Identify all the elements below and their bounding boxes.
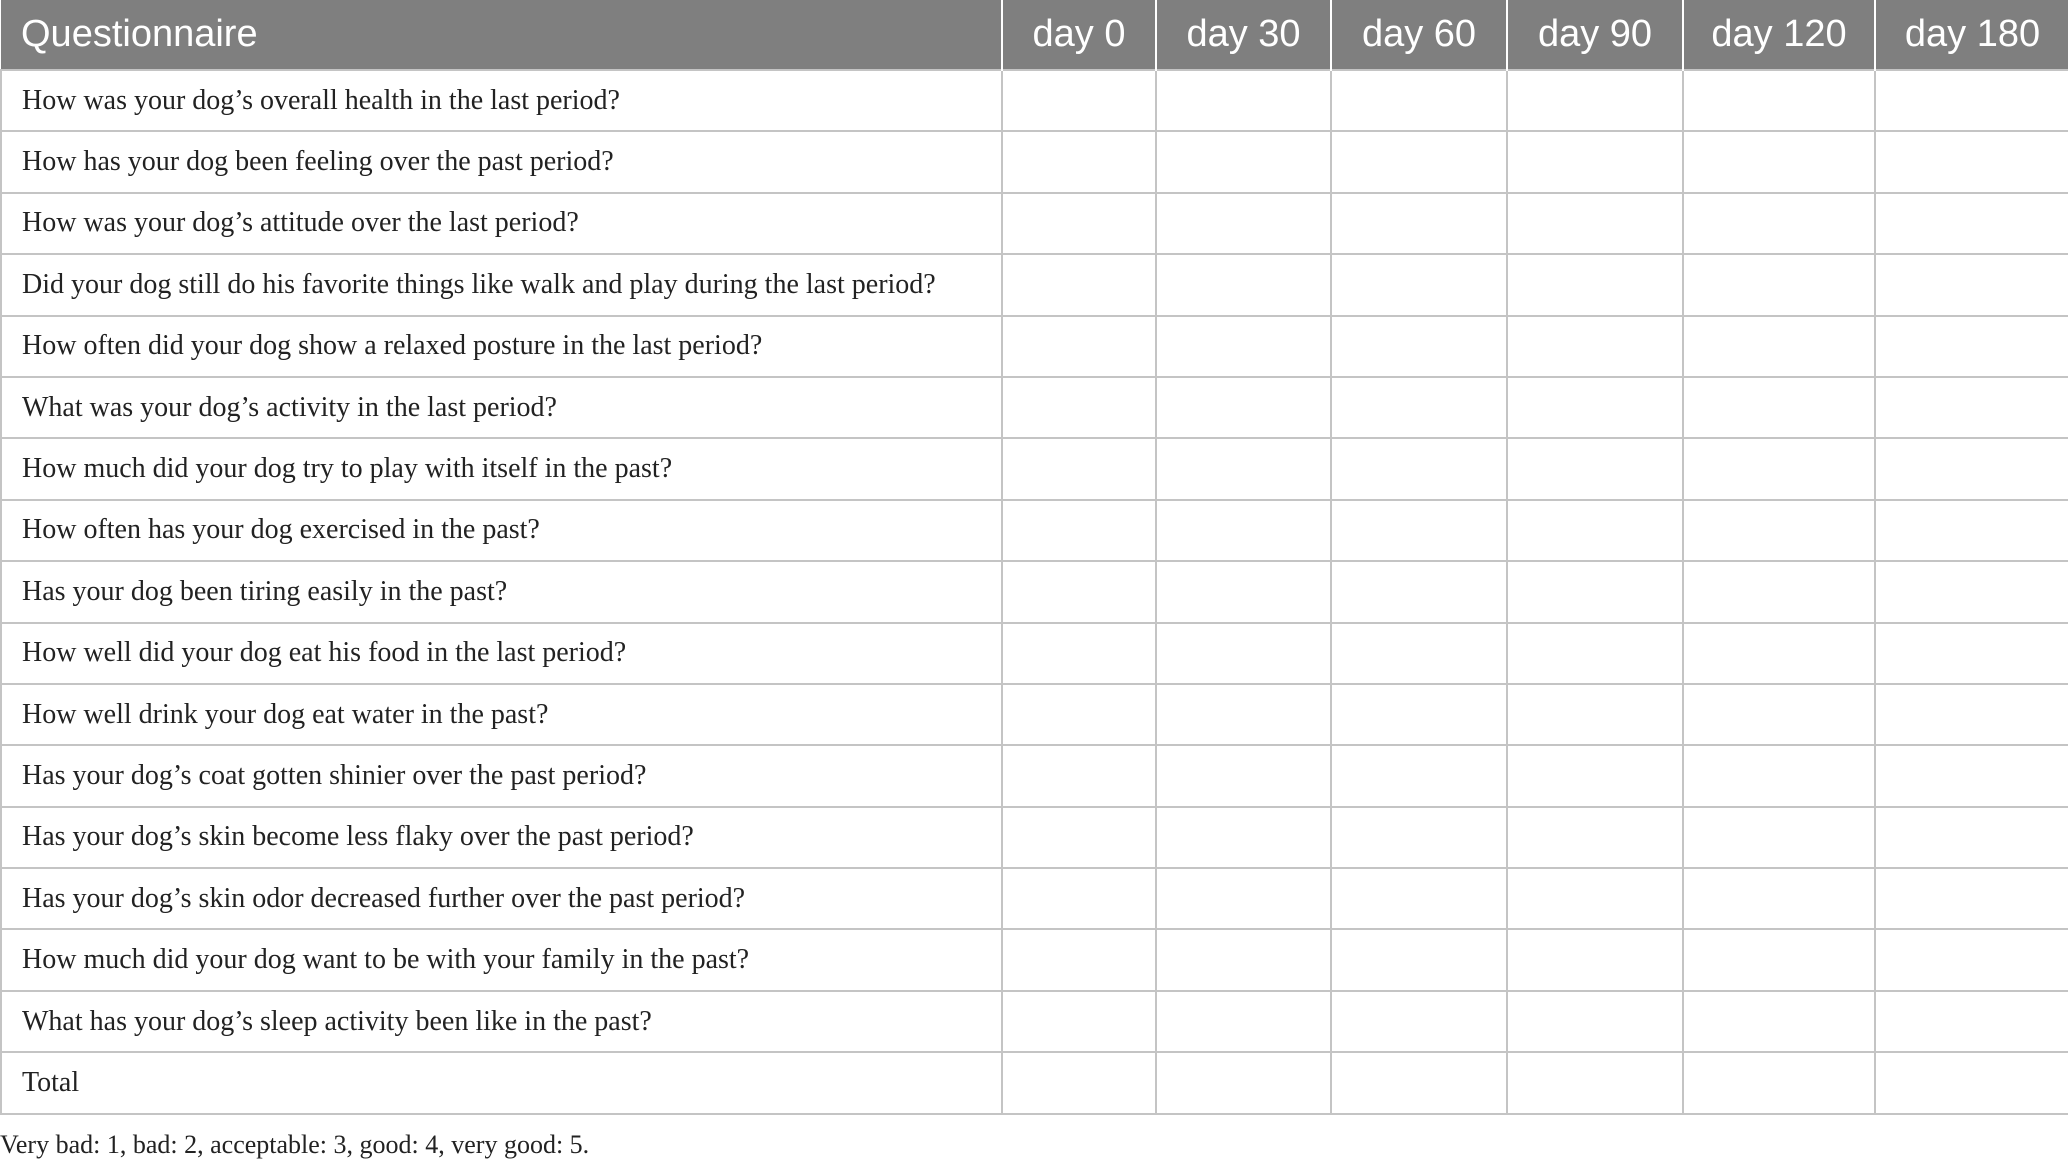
score-cell xyxy=(1875,316,2068,377)
score-cell xyxy=(1002,254,1156,315)
question-cell: How was your dog’s overall health in the last period? xyxy=(1,70,1002,131)
table-row xyxy=(1,131,2068,192)
question-cell: How often has your dog exercised in the past? xyxy=(1,500,1002,561)
score-cell xyxy=(1875,1052,2068,1113)
score-cell xyxy=(1002,807,1156,868)
score-cell xyxy=(1331,807,1507,868)
score-cell xyxy=(1683,684,1875,745)
table-row xyxy=(1,745,2068,806)
score-cell xyxy=(1331,623,1507,684)
score-cell xyxy=(1156,438,1331,499)
table-row xyxy=(1,316,2068,377)
score-cell xyxy=(1331,131,1507,192)
question-cell: Did your dog still do his favorite things like walk and play during the last period? xyxy=(1,254,1002,315)
question-cell: How has your dog been feeling over the past period? xyxy=(1,131,1002,192)
score-cell xyxy=(1331,684,1507,745)
score-cell xyxy=(1683,807,1875,868)
score-cell xyxy=(1156,193,1331,254)
score-cell xyxy=(1002,70,1156,131)
table-row xyxy=(1,991,2068,1052)
score-cell xyxy=(1507,929,1683,990)
score-cell xyxy=(1156,868,1331,929)
score-cell xyxy=(1683,70,1875,131)
score-cell xyxy=(1683,623,1875,684)
score-cell xyxy=(1156,316,1331,377)
score-cell xyxy=(1507,254,1683,315)
score-cell xyxy=(1875,131,2068,192)
score-cell xyxy=(1507,316,1683,377)
score-cell xyxy=(1875,745,2068,806)
score-cell xyxy=(1331,254,1507,315)
score-cell xyxy=(1875,500,2068,561)
score-cell xyxy=(1002,438,1156,499)
score-cell xyxy=(1156,623,1331,684)
question-cell: What was your dog’s activity in the last period? xyxy=(1,377,1002,438)
header-day-30: day 30 xyxy=(1156,0,1331,70)
score-cell xyxy=(1875,438,2068,499)
score-cell xyxy=(1507,193,1683,254)
score-cell xyxy=(1331,745,1507,806)
score-cell xyxy=(1331,438,1507,499)
score-cell xyxy=(1507,500,1683,561)
score-cell xyxy=(1331,500,1507,561)
score-cell xyxy=(1875,377,2068,438)
table-row xyxy=(1,868,2068,929)
score-cell xyxy=(1002,868,1156,929)
score-cell xyxy=(1156,684,1331,745)
table-row xyxy=(1,254,2068,315)
score-cell xyxy=(1002,991,1156,1052)
score-cell xyxy=(1156,70,1331,131)
question-cell: How was your dog’s attitude over the last period? xyxy=(1,193,1002,254)
score-cell xyxy=(1683,500,1875,561)
score-cell xyxy=(1507,1052,1683,1113)
score-cell xyxy=(1875,929,2068,990)
score-cell xyxy=(1875,807,2068,868)
score-cell xyxy=(1002,316,1156,377)
score-cell xyxy=(1156,745,1331,806)
score-cell xyxy=(1507,807,1683,868)
table-footnote: Very bad: 1, bad: 2, acceptable: 3, good: 4, very good: 5. xyxy=(0,1130,590,1159)
score-cell xyxy=(1507,868,1683,929)
score-cell xyxy=(1002,377,1156,438)
header-day-60: day 60 xyxy=(1331,0,1507,70)
question-cell: How well drink your dog eat water in the past? xyxy=(1,684,1002,745)
score-cell xyxy=(1331,929,1507,990)
table-row xyxy=(1,929,2068,990)
score-cell xyxy=(1507,438,1683,499)
score-cell xyxy=(1683,193,1875,254)
score-cell xyxy=(1507,70,1683,131)
score-cell xyxy=(1875,868,2068,929)
question-cell: Has your dog’s coat gotten shinier over the past period? xyxy=(1,745,1002,806)
score-cell xyxy=(1156,377,1331,438)
header-questionnaire: Questionnaire xyxy=(1,0,1002,70)
table-row xyxy=(1,684,2068,745)
table-row xyxy=(1,500,2068,561)
score-cell xyxy=(1683,561,1875,622)
score-cell xyxy=(1683,377,1875,438)
score-cell xyxy=(1875,70,2068,131)
score-cell xyxy=(1507,131,1683,192)
score-cell xyxy=(1156,500,1331,561)
score-cell xyxy=(1331,991,1507,1052)
score-cell xyxy=(1683,316,1875,377)
score-cell xyxy=(1331,868,1507,929)
score-cell xyxy=(1156,807,1331,868)
score-cell xyxy=(1683,1052,1875,1113)
table-body xyxy=(1,70,2068,1114)
header-day-90: day 90 xyxy=(1507,0,1683,70)
score-cell xyxy=(1507,561,1683,622)
table-row xyxy=(1,561,2068,622)
score-cell xyxy=(1683,254,1875,315)
score-cell xyxy=(1507,377,1683,438)
score-cell xyxy=(1331,70,1507,131)
score-cell xyxy=(1683,929,1875,990)
score-cell xyxy=(1156,131,1331,192)
score-cell xyxy=(1002,623,1156,684)
score-cell xyxy=(1875,561,2068,622)
score-cell xyxy=(1002,745,1156,806)
score-cell xyxy=(1002,561,1156,622)
table-row xyxy=(1,807,2068,868)
score-cell xyxy=(1156,1052,1331,1113)
header-day-120: day 120 xyxy=(1683,0,1875,70)
score-cell xyxy=(1875,623,2068,684)
score-cell xyxy=(1331,561,1507,622)
score-cell xyxy=(1507,623,1683,684)
score-cell xyxy=(1683,991,1875,1052)
score-cell xyxy=(1331,316,1507,377)
table-row xyxy=(1,70,2068,131)
table-row xyxy=(1,193,2068,254)
score-cell xyxy=(1002,131,1156,192)
score-cell xyxy=(1002,500,1156,561)
score-cell xyxy=(1507,745,1683,806)
header-day-0: day 0 xyxy=(1002,0,1156,70)
score-cell xyxy=(1875,684,2068,745)
question-cell: What has your dog’s sleep activity been like in the past? xyxy=(1,991,1002,1052)
score-cell xyxy=(1331,193,1507,254)
score-cell xyxy=(1156,561,1331,622)
score-cell xyxy=(1156,254,1331,315)
question-cell: How well did your dog eat his food in the last period? xyxy=(1,623,1002,684)
table-row xyxy=(1,377,2068,438)
question-cell: How often did your dog show a relaxed posture in the last period? xyxy=(1,316,1002,377)
score-cell xyxy=(1002,929,1156,990)
score-cell xyxy=(1683,131,1875,192)
question-cell: Has your dog’s skin become less flaky over the past period? xyxy=(1,807,1002,868)
question-cell: How much did your dog want to be with your family in the past? xyxy=(1,929,1002,990)
question-cell: Has your dog’s skin odor decreased further over the past period? xyxy=(1,868,1002,929)
score-cell xyxy=(1156,929,1331,990)
table-row xyxy=(1,1052,2068,1113)
header-row xyxy=(1,0,2068,70)
score-cell xyxy=(1002,684,1156,745)
score-cell xyxy=(1683,868,1875,929)
score-cell xyxy=(1002,1052,1156,1113)
score-cell xyxy=(1507,991,1683,1052)
question-cell: Total xyxy=(1,1052,1002,1113)
score-cell xyxy=(1507,684,1683,745)
score-cell xyxy=(1331,1052,1507,1113)
table-row xyxy=(1,438,2068,499)
question-cell: Has your dog been tiring easily in the past? xyxy=(1,561,1002,622)
score-cell xyxy=(1875,193,2068,254)
question-cell: How much did your dog try to play with itself in the past? xyxy=(1,438,1002,499)
score-cell xyxy=(1875,254,2068,315)
score-cell xyxy=(1683,745,1875,806)
score-cell xyxy=(1002,193,1156,254)
score-cell xyxy=(1331,377,1507,438)
score-cell xyxy=(1683,438,1875,499)
header-day-180: day 180 xyxy=(1875,0,2068,70)
score-cell xyxy=(1875,991,2068,1052)
score-cell xyxy=(1156,991,1331,1052)
table-row xyxy=(1,623,2068,684)
